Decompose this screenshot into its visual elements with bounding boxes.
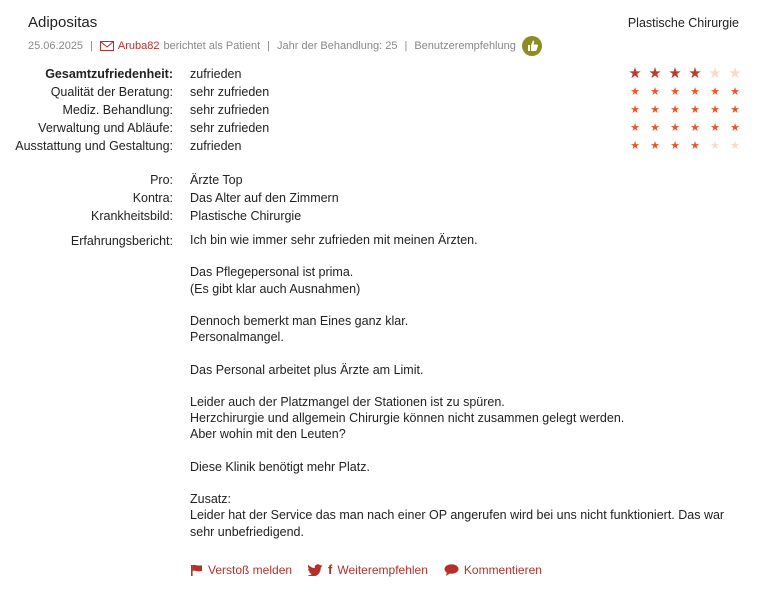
star-icon: ★ (668, 65, 682, 82)
star-icon: ★ (710, 104, 720, 116)
rating-row-administration (0, 119, 769, 137)
star-icon: ★ (628, 65, 642, 82)
report-violation-label: Verstoß melden (208, 562, 293, 577)
speech-bubble-icon (444, 564, 459, 576)
star-icon: ★ (630, 86, 640, 98)
envelope-icon[interactable] (100, 41, 114, 51)
reporter-text: berichtet als Patient (163, 40, 261, 52)
report-paragraph: Diese Klinik benötigt mehr Platz. (190, 459, 370, 474)
report-paragraph: Das Personal arbeitet plus Ärzte am Limit. (190, 362, 424, 377)
pro-label: Pro: (150, 173, 173, 187)
facebook-icon: f (328, 562, 333, 577)
star-icon: ★ (630, 122, 640, 134)
report-label: Erfahrungsbericht: (70, 234, 173, 248)
star-icon: ★ (730, 86, 740, 98)
rating-value: sehr zufrieden (190, 103, 270, 117)
star-icon: ★ (670, 104, 680, 116)
star-rating (625, 119, 745, 137)
star-icon: ★ (730, 104, 740, 116)
specialty-label: Plastische Chirurgie (627, 16, 739, 30)
rating-row-overall (0, 65, 769, 83)
username-link[interactable]: Aruba82 (117, 40, 160, 52)
report-paragraph: Zusatz: Leider hat der Service das man nach einer OP angerufen wird bei uns nicht funktioniert. Das war sehr unbefriedigend. (190, 492, 725, 539)
rating-label: Qualität der Beratung: (50, 85, 173, 99)
star-icon: ★ (728, 65, 742, 82)
star-icon: ★ (708, 65, 722, 82)
rating-row-treatment (0, 101, 769, 119)
report-paragraph: Ich bin wie immer sehr zufrieden mit meinen Ärzten. (190, 233, 478, 247)
pro-row (0, 171, 769, 189)
rating-row-consultation (0, 83, 769, 101)
thumbs-up-icon (522, 36, 542, 56)
rating-label: Mediz. Behandlung: (62, 103, 173, 117)
review-title: Adipositas (28, 14, 98, 31)
report-paragraph: Das Pflegepersonal ist prima. (Es gibt klar auch Ausnahmen) (190, 265, 361, 296)
recommend-link[interactable] (308, 562, 428, 577)
contra-value: Das Alter auf den Zimmern (190, 191, 339, 205)
flag-icon (190, 564, 203, 576)
star-icon: ★ (710, 140, 720, 152)
report-paragraph: Leider auch der Platzmangel der Stationen ist zu spüren. Herzchirurgie und allgemein Chirurgie können nicht zusammen gelegt werden. Aber wohin mit den Leuten? (190, 394, 625, 442)
star-icon: ★ (690, 122, 700, 134)
star-icon: ★ (630, 140, 640, 152)
star-rating (625, 137, 745, 155)
star-icon: ★ (670, 122, 680, 134)
illness-label: Krankheitsbild: (91, 209, 173, 223)
contra-row (0, 189, 769, 207)
star-rating (625, 83, 745, 101)
contra-label: Kontra: (132, 191, 173, 205)
recommendation-label: Benutzerempfehlung (414, 40, 516, 52)
star-icon: ★ (690, 104, 700, 116)
star-icon: ★ (648, 65, 662, 82)
star-icon: ★ (650, 140, 660, 152)
experience-report (190, 232, 730, 556)
rating-label: Gesamtzufriedenheit: (45, 67, 173, 81)
star-icon: ★ (650, 86, 660, 98)
twitter-icon (308, 564, 323, 576)
illness-value: Plastische Chirurgie (190, 209, 302, 223)
star-icon: ★ (650, 104, 660, 116)
rating-label: Verwaltung und Abläufe: (38, 121, 173, 135)
comment-link[interactable] (444, 563, 542, 577)
recommend-label: Weiterempfehlen (337, 562, 428, 577)
treatment-year: Jahr der Behandlung: 25 (277, 40, 398, 52)
star-icon: ★ (730, 140, 740, 152)
report-violation-link[interactable] (190, 563, 292, 577)
star-icon: ★ (688, 65, 702, 82)
rating-value: zufrieden (190, 139, 242, 153)
review-actions (190, 562, 558, 577)
review-date: 25.06.2025 (28, 40, 84, 52)
star-rating (625, 65, 745, 83)
star-rating (625, 101, 745, 119)
rating-label: Ausstattung und Gestaltung: (15, 139, 173, 153)
star-icon: ★ (690, 86, 700, 98)
rating-row-equipment (0, 137, 769, 155)
rating-value: sehr zufrieden (190, 121, 270, 135)
star-icon: ★ (670, 140, 680, 152)
review-meta: 25.06.2025 | Aruba82 berichtet als Patient | Jahr der Behandlung: 25 | Benutzerempfehlung (28, 36, 542, 56)
star-icon: ★ (650, 122, 660, 134)
illness-row (0, 207, 769, 225)
star-icon: ★ (690, 140, 700, 152)
report-paragraph: Dennoch bemerkt man Eines ganz klar. Personalmangel. (190, 313, 409, 345)
comment-label: Kommentieren (463, 562, 542, 577)
pro-value: Ärzte Top (190, 173, 243, 187)
rating-value: zufrieden (190, 67, 242, 81)
star-icon: ★ (730, 122, 740, 134)
rating-value: sehr zufrieden (190, 85, 270, 99)
star-icon: ★ (630, 104, 640, 116)
star-icon: ★ (710, 122, 720, 134)
star-icon: ★ (710, 86, 720, 98)
star-icon: ★ (670, 86, 680, 98)
